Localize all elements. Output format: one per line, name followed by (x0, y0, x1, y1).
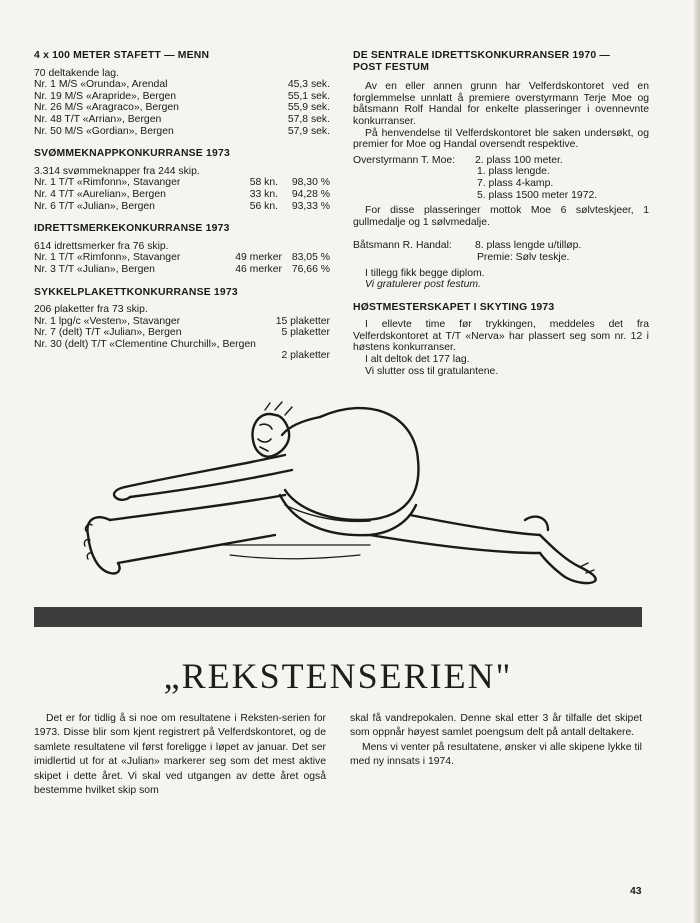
result-line: 5. plass 1500 meter 1972. (477, 189, 598, 201)
relay-intro: 70 deltakende lag. (34, 67, 119, 79)
row-percent: 83,05 % (291, 252, 330, 264)
congrats-line: Vi gratulerer post festum. (365, 279, 481, 291)
swim-title: SVØMMEKNAPPKONKURRANSE 1973 (34, 148, 230, 160)
relay-title: 4 x 100 METER STAFETT — MENN (34, 50, 210, 61)
result-values (475, 155, 649, 201)
central-title-line: POST FESTUM (353, 61, 430, 73)
paragraph: I tillegg fikk begge diplom. (365, 267, 485, 279)
central-title-line: DE SENTRALE IDRETTSKONKURRANSER 1970 — (353, 50, 611, 61)
left-column (34, 50, 330, 373)
result-line: 1. plass lengde. (477, 166, 550, 178)
row-name: Nr. 3 T/T «Julian», Bergen (34, 263, 155, 275)
row-value: 57,8 sek. (287, 113, 330, 125)
page-edge (694, 0, 700, 923)
swim-intro: 3.314 svømmeknapper fra 244 skip. (34, 165, 200, 177)
row-count: 46 merker (235, 263, 282, 275)
page-number: 43 (630, 886, 642, 897)
result-values (475, 240, 649, 263)
paragraph: skal få vandrepokalen. Denne skal etter 3 år tilfalle det skipet som oppnår høyest samlet poengsum delt på antall deltakere. (350, 713, 642, 739)
paragraph: I alt deltok det 177 lag. (365, 354, 470, 366)
row-value: 45,3 sek. (287, 79, 330, 91)
result-line: 8. plass lengde u/tilløp. (475, 240, 582, 252)
paragraph: Vi slutter oss til gratulantene. (365, 365, 499, 377)
result-label: Overstyrmann T. Moe: (353, 154, 456, 166)
bike-row-last-value: 2 plaketter (281, 350, 330, 362)
result-label: Båtsmann R. Handal: (353, 240, 452, 252)
row-value: 55,1 sek. (287, 90, 330, 102)
row-name: Nr. 1 T/T «Rimfonn», Stavanger (34, 252, 181, 264)
row-count: 58 kn. (249, 177, 278, 189)
result-line: 2. plass 100 meter. (475, 154, 563, 166)
central-title (353, 50, 649, 73)
relay-row (34, 79, 330, 91)
badge-row (34, 252, 330, 264)
relay-row (34, 91, 330, 103)
swim-section (34, 148, 330, 212)
row-percent: 76,66 % (291, 263, 330, 275)
row-name: Nr. 6 T/T «Julian», Bergen (34, 200, 155, 212)
swim-row (34, 177, 330, 189)
row-name: Nr. 19 M/S «Arapride», Bergen (34, 90, 177, 102)
row-percent: 93,33 % (291, 200, 330, 212)
row-value: 5 plaketter (281, 327, 330, 339)
swim-row (34, 189, 330, 201)
right-column (353, 50, 649, 388)
row-name: Nr. 48 T/T «Arrian», Bergen (34, 113, 162, 125)
paragraph: I ellevte time før trykkingen, meddeles det fra Velferdskontoret at T/T «Nerva» har plassert seg som nr. 12 i høstens konkurranser. (353, 319, 649, 354)
row-name: Nr. 1 M/S «Orunda», Arendal (34, 79, 168, 91)
central-section (353, 50, 649, 291)
row-name: Nr. 1 lpg/c «Vesten», Stavanger (34, 315, 181, 327)
paragraph: Mens vi venter på resultatene, ønsker vi alle skipene lykke til med ny innsats i 1974. (350, 741, 642, 768)
relay-section (34, 50, 330, 137)
paragraph: Av en eller annen grunn har Velferdskontoret ved en forglemmelse unnlatt å premiere overstyrmann Terje Moe og båtsmann Rolf Handal for enkelte plasseringer i ovennevnte konkurranser. (353, 81, 649, 127)
row-count: 33 kn. (249, 188, 278, 200)
swim-row (34, 201, 330, 213)
row-name: Nr. 4 T/T «Aurelian», Bergen (34, 188, 166, 200)
reksten-right-column (350, 712, 642, 770)
paragraph: Det er for tidlig å si noe om resultatene i Reksten-serien for 1973. Disse blir som kjent registrert på Velferdskontoret, og de samlete resultatene vil først foreligge i løpet av januar. Det ser imidlertid ut for at «Julian» markerer seg som det mest aktive skipet i dette året. Vi skal ved utgangen av dette året også bestemme hvilket skip som (34, 713, 326, 797)
result-line: 7. plass 4-kamp. (477, 177, 554, 189)
row-count: 49 merker (235, 252, 282, 264)
badge-section (34, 223, 330, 275)
relay-row (34, 114, 330, 126)
bike-row (34, 327, 330, 339)
badge-intro: 614 idrettsmerker fra 76 skip. (34, 240, 169, 252)
relay-row (34, 126, 330, 138)
row-value: 15 plaketter (275, 315, 330, 327)
badge-row (34, 264, 330, 276)
paragraph: For disse plasseringer mottok Moe 6 sølvteskjeer, 1 gullmedalje og 1 sølvmedalje. (353, 205, 649, 228)
reksten-left-column (34, 712, 326, 798)
bike-section (34, 287, 330, 363)
bike-intro: 206 plaketter fra 73 skip. (34, 304, 148, 316)
row-value: 55,9 sek. (287, 102, 330, 114)
row-name: Nr. 7 (delt) T/T «Julian», Bergen (34, 327, 182, 339)
paragraph: På henvendelse til Velferdskontoret ble saken undersøkt, og premier for Moe og Handal oversendt respektive. (353, 127, 649, 151)
row-value: 57,9 sek. (287, 125, 330, 137)
badge-title: IDRETTSMERKEKONKURRANSE 1973 (34, 223, 230, 235)
bike-row (34, 316, 330, 328)
row-count: 56 kn. (249, 200, 278, 212)
moe-results (353, 155, 649, 201)
result-line: Premie: Sølv teskje. (477, 251, 570, 263)
row-name: Nr. 50 M/S «Gordian», Bergen (34, 125, 174, 137)
autumn-title: HØSTMESTERSKAPET I SKYTING 1973 (353, 301, 555, 313)
row-percent: 94,28 % (291, 188, 330, 200)
bike-title: SYKKELPLAKETTKONKURRANSE 1973 (34, 286, 238, 298)
autumn-section (353, 302, 649, 378)
row-name: Nr. 26 M/S «Aragraco», Bergen (34, 102, 179, 114)
handal-results (353, 240, 649, 263)
row-name: Nr. 1 T/T «Rimfonn», Stavanger (34, 177, 181, 189)
stretching-figure-illustration (70, 395, 610, 595)
reksten-title: „REKSTENSERIEN" (163, 656, 513, 696)
row-percent: 98,30 % (291, 177, 330, 189)
bike-row-last-name: Nr. 30 (delt) T/T «Clementine Churchill», Bergen (34, 338, 256, 350)
section-divider-bar (34, 607, 642, 627)
relay-row (34, 102, 330, 114)
